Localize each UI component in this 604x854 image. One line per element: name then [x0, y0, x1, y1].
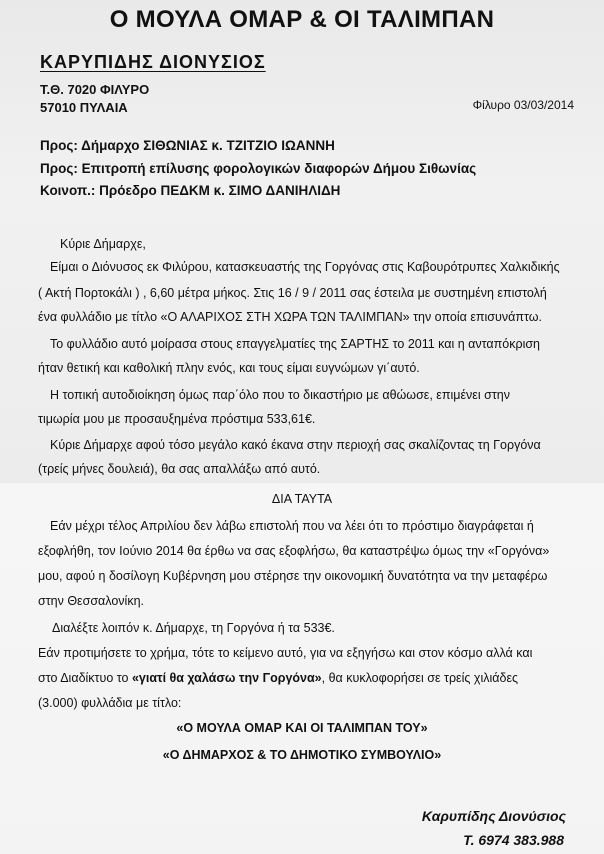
address-line-2: 57010 ΠΥΛΑΙΑ	[40, 100, 128, 115]
paragraph-6: Διαλέξτε λοιπόν κ. Δήμαρχε, τη Γοργόνα ή τα 533€.	[52, 621, 335, 635]
leaflet-title-2: «Ο ΔΗΜΑΡΧΟΣ & ΤΟ ΔΗΜΟΤΙΚΟ ΣΥΜΒΟΥΛΙΟ»	[162, 748, 442, 762]
paragraph-5-line-3: μου, αφού η δοσίλογη Κυβέρνηση μου στέρησε την οικονομική δυνατότητα να την μεταφέρω	[38, 569, 548, 583]
recipient-line-1: Προς: Δήμαρχο ΣΙΘΩΝΙΑΣ κ. ΤΖΙΤΖΙΟ ΙΩΑΝΝΗ	[40, 138, 335, 153]
paragraph-4-line-1: Κύριε Δήμαρχε αφού τόσο μεγάλο κακό έκανα στην περιοχή σας σκαλίζοντας τη Γοργόνα	[50, 438, 541, 452]
cc-line: Κοινοπ.: Πρόεδρο ΠΕΔΚΜ κ. ΣΙΜΟ ΔΑΝΙΗΛΙΔΗ	[40, 183, 341, 198]
signature-phone: Τ. 6974 383.988	[463, 832, 564, 848]
sender-name: ΚΑΡΥΠΙΔΗΣ ΔΙΟΝΥΣΙΟΣ	[40, 52, 266, 72]
paragraph-2-line-1: Το φυλλάδιο αυτό μοίρασα στους επαγγελματίες της ΣΑΡΤΗΣ το 2011 και η ανταπόκριση	[50, 337, 541, 351]
salutation: Κύριε Δήμαρχε,	[60, 237, 146, 251]
recipient-line-2: Προς: Επιτροπή επίλυσης φορολογικών διαφορών Δήμου Σιθωνίας	[40, 161, 477, 176]
paragraph-7-text-post: , θα κυκλοφορήσει σε τρείς χιλιάδες	[321, 671, 519, 685]
paragraph-5-line-2: εξοφλήθη, τον Ιούνιο 2014 θα έρθω να σας εξοφλήσω, θα καταστρέψω όμως την «Γοργόνα»	[38, 544, 550, 558]
section-heading: ΔΙΑ ΤΑΥΤΑ	[271, 492, 333, 506]
address-line-1: Τ.Θ. 7020 ΦΙΛΥΡΟ	[40, 82, 150, 97]
paragraph-4-line-2: (τρείς μήνες δουλειά), θα σας απαλλάξω από αυτό.	[38, 462, 321, 476]
paragraph-7-line-2	[38, 671, 518, 685]
letter-date: Φίλυρο 03/03/2014	[472, 98, 574, 112]
leaflet-title-1: «Ο ΜΟΥΛΑ ΟΜΑΡ ΚΑΙ ΟΙ ΤΑΛΙΜΠΑΝ ΤΟΥ»	[176, 721, 428, 735]
letter-sheet-bottom	[0, 483, 604, 854]
paragraph-1-line-1: Είμαι ο Διόνυσος εκ Φιλύρου, κατασκευαστής της Γοργόνας στις Καβουρότρυπες Χαλκιδικής	[50, 260, 560, 274]
paragraph-7-line-3: (3.000) φυλλάδια με τίτλο:	[38, 696, 182, 710]
paragraph-3-line-2: τιμωρία μου με προσαυξημένα πρόστιμα 533,61€.	[38, 412, 316, 426]
paragraph-7-text-pre: στο Διαδίκτυο το	[38, 671, 132, 685]
paragraph-3-line-1: Η τοπική αυτοδιοίκηση όμως παρ΄όλο που το δικαστήριο με αθώωσε, επιμένει στην	[50, 388, 510, 402]
paragraph-5-line-1: Εάν μέχρι τέλος Απριλίου δεν λάβω επιστολή που να λέει ότι το πρόστιμο διαγράφεται ή	[50, 519, 534, 533]
paragraph-1-line-3: ένα φυλλάδιο με τίτλο «Ο ΑΛΑΡΙΧΟΣ ΣΤΗ ΧΩΡΑ ΤΩΝ ΤΑΛΙΜΠΑΝ» την οποία επισυνάπτω.	[38, 310, 542, 324]
signature-name: Καρυπίδης Διονύσιος	[421, 808, 566, 824]
page-title: Ο ΜΟΥΛΑ ΟΜΑΡ & ΟΙ ΤΑΛΙΜΠΑΝ	[109, 6, 495, 33]
paragraph-2-line-2: ήταν θετική και καθολική πλην ενός, και τους είμαι ευγνώμων γι΄αυτό.	[38, 361, 420, 375]
paragraph-5-line-4: στην Θεσσαλονίκη.	[38, 594, 144, 608]
paragraph-7-line-1: Εάν προτιμήσετε το χρήμα, τότε το κείμενο αυτό, για να εξηγήσω και στον κόσμο αλλά και	[38, 646, 533, 660]
paragraph-1-line-2: ( Ακτή Πορτοκάλι ) , 6,60 μέτρα μήκος. Στις 16 / 9 / 2011 σας έστειλα με συστημένη επιστολή	[38, 286, 547, 300]
paragraph-7-quote: «γιατί θα χαλάσω την Γοργόνα»	[131, 671, 322, 685]
